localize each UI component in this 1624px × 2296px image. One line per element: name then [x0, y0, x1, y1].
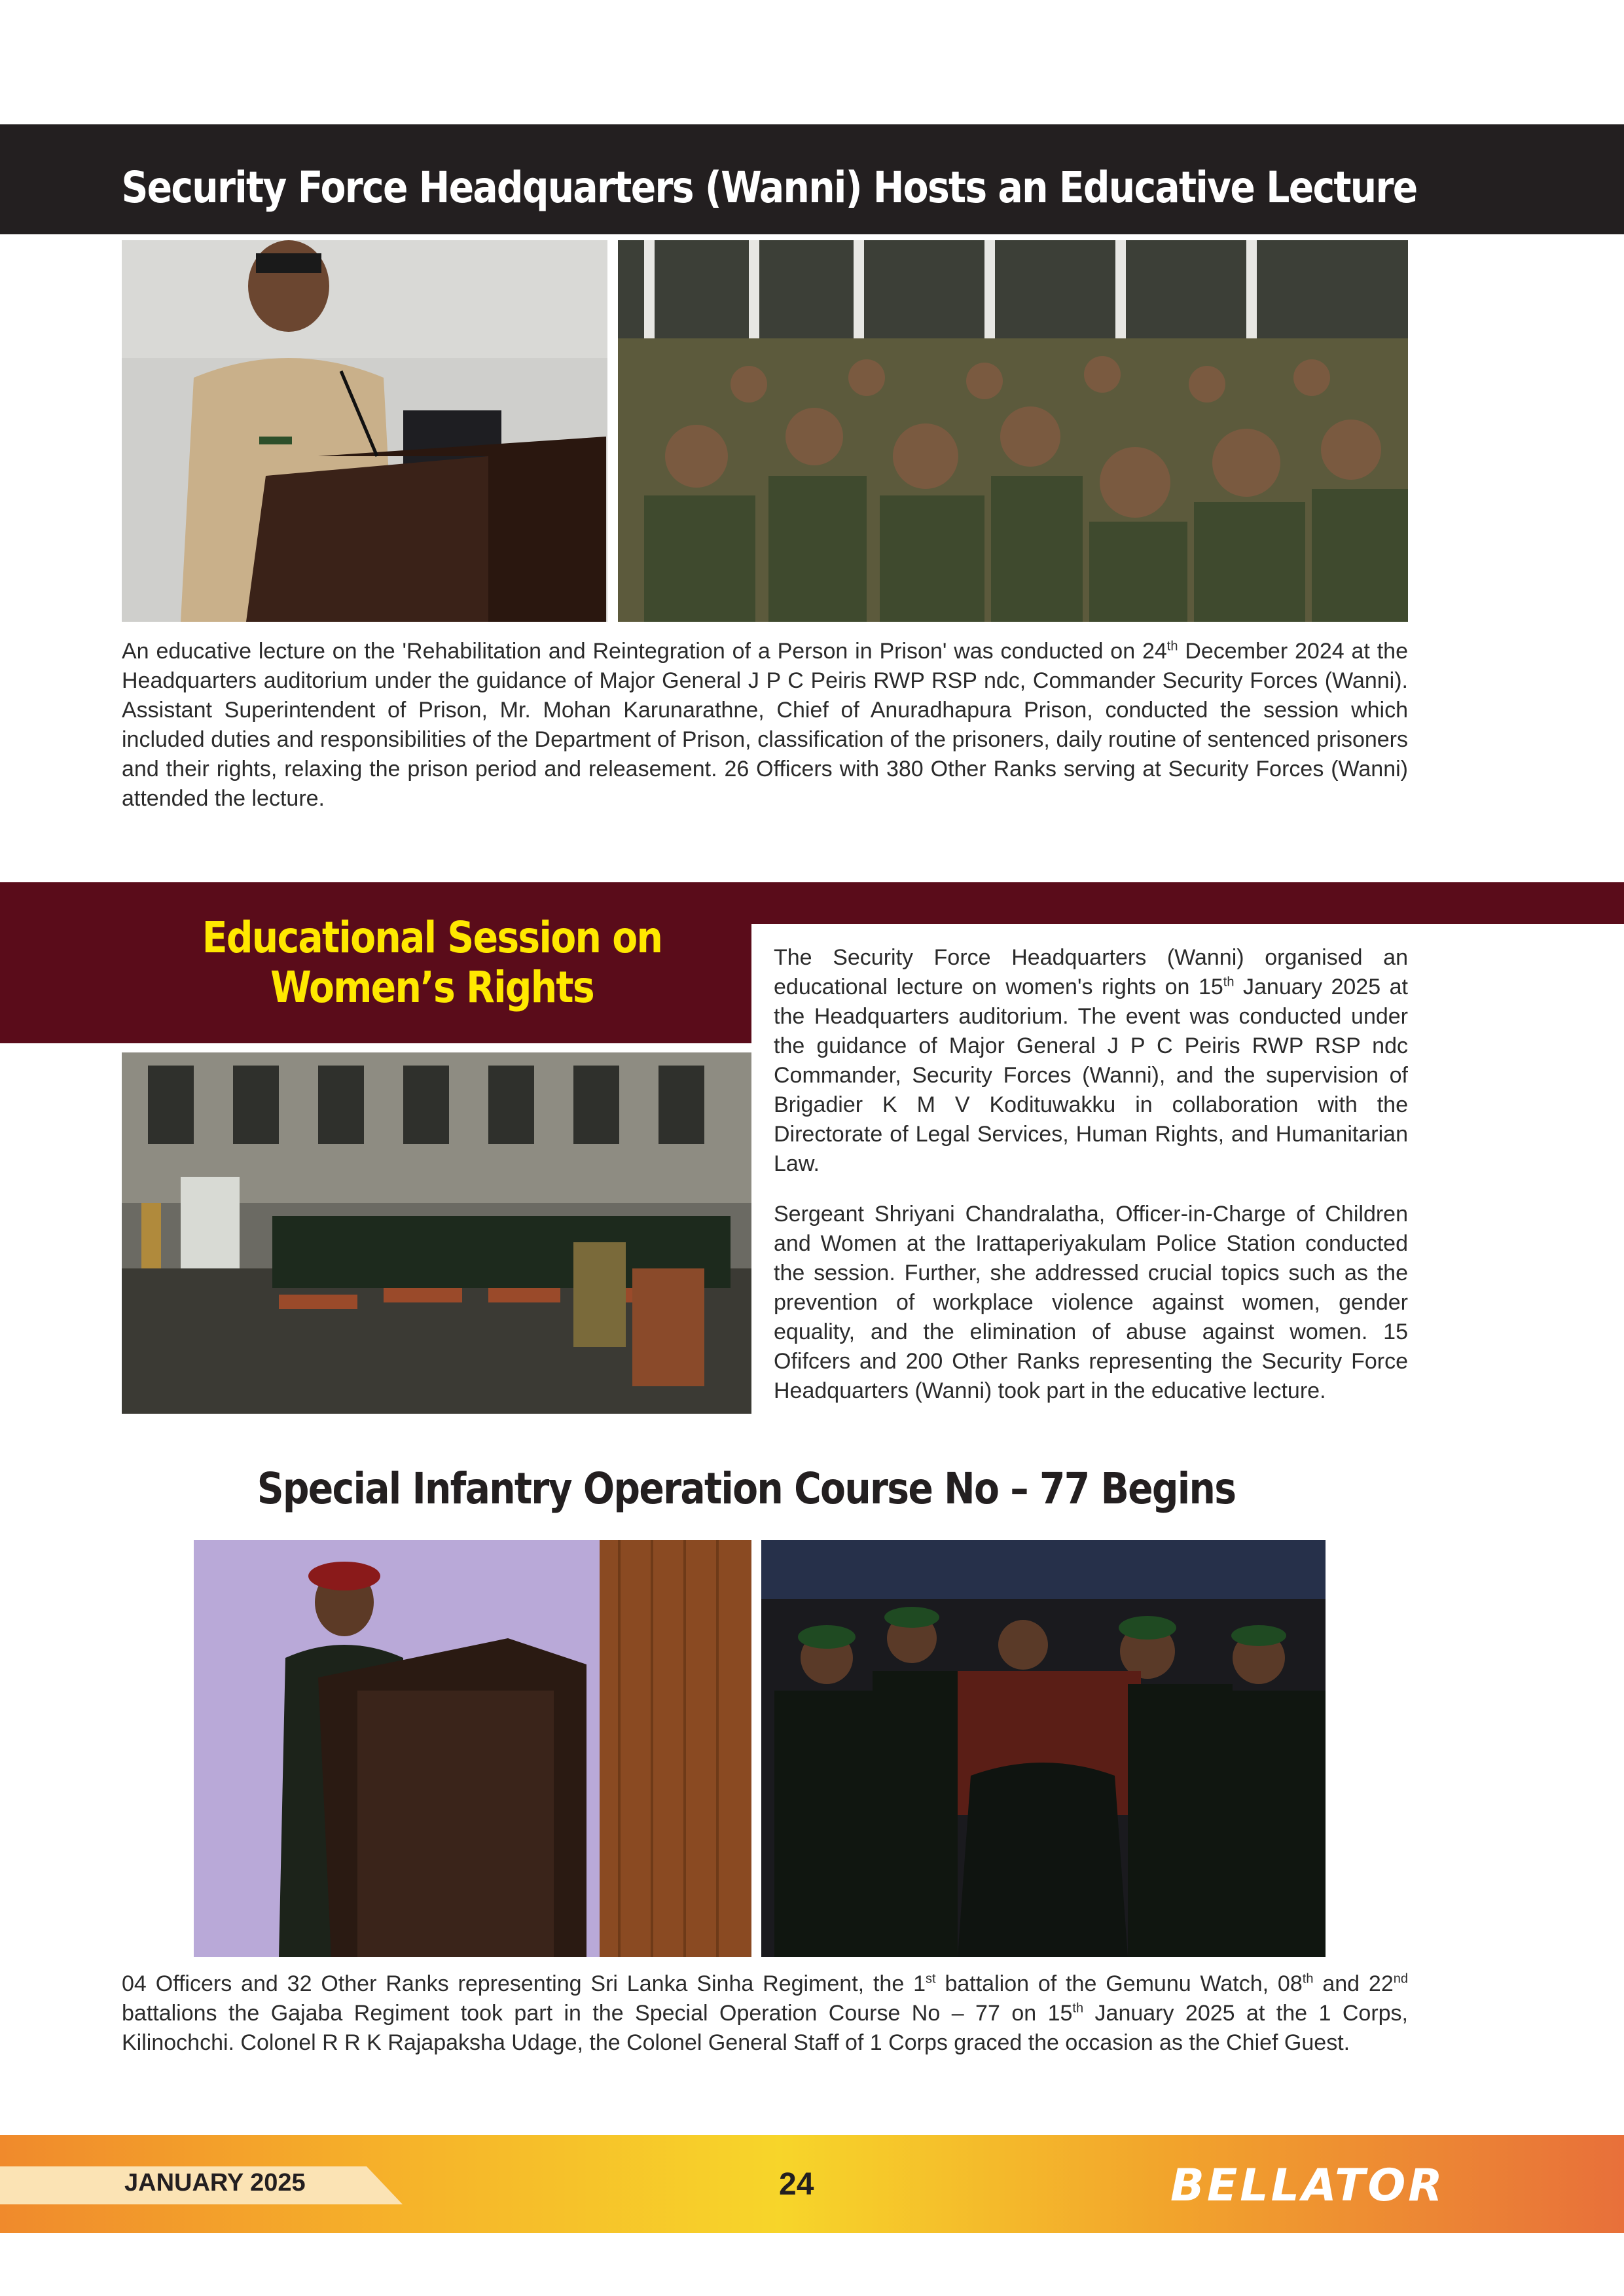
photo-colonel-podium: [194, 1540, 751, 1957]
photo-soldiers-audience: [618, 240, 1408, 622]
article2-paragraph-2: Sergeant Shriyani Chandralatha, Officer-in-Charge of Children and Women at the Irattaperiyakulam Police Station conducted the session. Further, she addressed crucial topics such as the prevention of workplace violence against women, gender equality, and the elimination of abuse against women. 15 Ofifcers and 200 Other Ranks representing the Security Force Headquarters (Wanni) took part in the educative lecture.: [774, 1202, 1408, 1403]
article1-paragraph: An educative lecture on the 'Rehabilitation and Reintegration of a Person in Prison' was conducted on 24th December 2024 at the Headquarters auditorium under the guidance of Major General J P C Peiris RWP RSP ndc, Commander Security Forces (Wanni). Assistant Superintendent of Prison, Mr. Mohan Karunarathne, Chief of Anuradhapura Prison, conducted the session which included duties and responsibilities of the Department of Prison, classification of the prisoners, daily routine of sentenced prisoners and their rights, relaxing the prison period and releasement. 26 Officers with 380 Other Ranks serving at Security Forces (Wanni) attended the lecture.: [122, 639, 1408, 811]
bellator-logo: BELLATOR: [1170, 2160, 1445, 2212]
divider: [751, 924, 1624, 925]
article1-banner: [0, 124, 1624, 234]
photo-course-participants: [761, 1540, 1326, 1957]
article3-title: Special Infantry Operation Course No – 77 Begins: [257, 1463, 1236, 1514]
article3-paragraph: 04 Officers and 32 Other Ranks representing Sri Lanka Sinha Regiment, the 1st battalion of the Gemunu Watch, 08th and 22nd battalions the Gajaba Regiment took part in the Special Operation Course No – 77 on 15th January 2025 at the 1 Corps, Kilinochchi. Colonel R R K Rajapaksha Udage, the Colonel General Staff of 1 Corps graced the occasion as the Chief Guest.: [122, 1971, 1408, 2055]
footer-date: JANUARY 2025: [124, 2169, 306, 2197]
article1-title: Security Force Headquarters (Wanni) Hosts an Educative Lecture: [121, 162, 1417, 213]
photo-speaker-podium: [122, 240, 607, 622]
article2-paragraph-1: The Security Force Headquarters (Wanni) organised an educational lecture on women's rights on 15th January 2025 at the Headquarters auditorium. The event was conducted under the guidance of Major General J P C Peiris RWP RSP ndc Commander, Security Forces (Wanni), and the supervision of Brigadier K M V Kodituwakku in collaboration with the Directorate of Legal Services, Human Rights, and Humanitarian Law.: [774, 945, 1408, 1176]
page-number: 24: [779, 2167, 814, 2202]
article2-title: Educational Session on Women’s Rights: [202, 912, 662, 1013]
photo-women-rights-session: [122, 1052, 751, 1414]
